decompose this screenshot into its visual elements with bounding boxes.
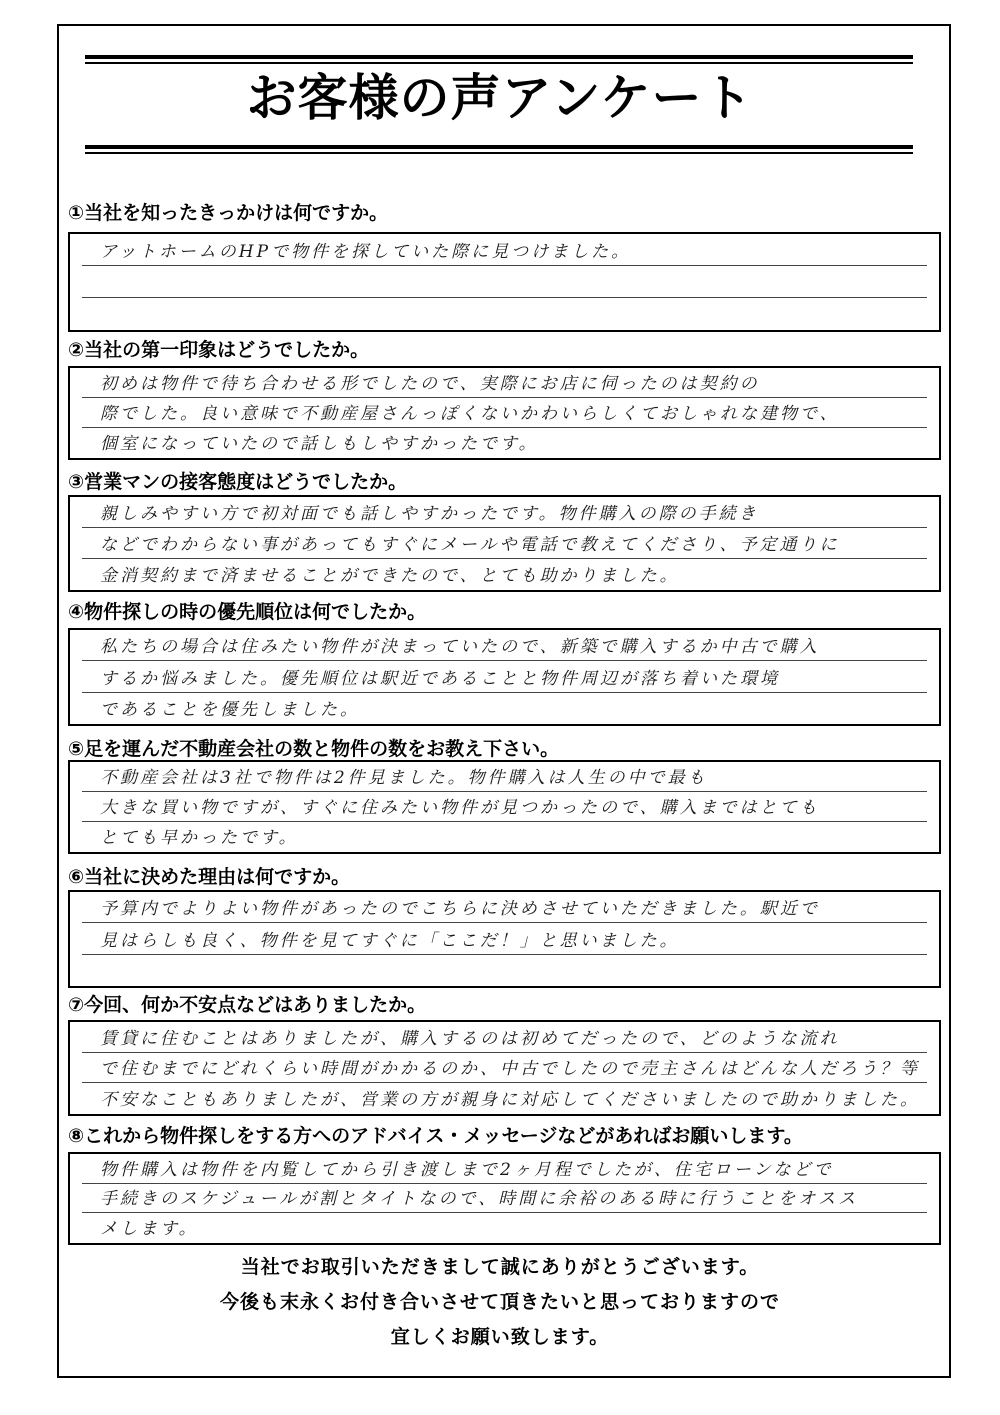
answer-text-line: とても早かったです。 xyxy=(100,828,299,848)
question-5: ⑤足を運んだ不動産会社の数と物件の数をお教え下さい。 xyxy=(68,738,560,760)
answer-box-4 xyxy=(68,628,941,726)
ruled-line xyxy=(82,692,927,693)
answer-box-6 xyxy=(68,890,941,988)
question-7: ⑦今回、何か不安点などはありましたか。 xyxy=(68,994,427,1016)
ruled-line xyxy=(82,791,927,792)
answer-text-line: アットホームのHPで物件を探していた際に見つけました。 xyxy=(100,242,632,262)
ruled-line xyxy=(82,922,927,923)
answer-text-line: 見はらしも良く、物件を見てすぐに「ここだ！」と思いました。 xyxy=(100,930,680,951)
answer-box-8 xyxy=(68,1152,941,1245)
answer-box-7 xyxy=(68,1020,941,1116)
question-1: ①当社を知ったきっかけは何ですか。 xyxy=(68,202,389,224)
answer-text-line: 不安なこともありましたが、営業の方が親身に対応してくださいましたので助かりました。 xyxy=(100,1090,920,1110)
ruled-line xyxy=(82,1212,927,1213)
answer-text-line: であることを優先しました。 xyxy=(100,700,360,720)
answer-box-2 xyxy=(68,366,941,460)
answer-text-line: 際でした。良い意味で不動産屋さんっぽくないかわいらしくておしゃれな建物で、 xyxy=(100,404,840,424)
answer-text-line: 親しみやすい方で初対面でも話しやすかったです。物件購入の際の手続き xyxy=(100,504,759,524)
question-2: ②当社の第一印象はどうでしたか。 xyxy=(68,339,370,361)
question-6: ⑥当社に決めた理由は何ですか。 xyxy=(68,866,351,888)
ruled-line xyxy=(82,427,927,428)
ruled-line xyxy=(82,265,927,266)
answer-text-line: 賃貸に住むことはありましたが、購入するのは初めてだったので、どのような流れ xyxy=(100,1028,840,1049)
answer-text-line: 私たちの場合は住みたい物件が決まっていたので、新築で購入するか中古で購入 xyxy=(100,637,820,658)
closing-line: 当社でお取引いただきまして誠にありがとうございます。 xyxy=(240,1256,760,1278)
answer-text-line: で住むまでにどれくらい時間がかかるのか、中古でしたので売主さんはどんな人だろう？等 xyxy=(100,1059,920,1080)
ruled-line xyxy=(82,1052,927,1053)
answer-text-line: メします。 xyxy=(100,1219,199,1239)
answer-text-line: 不動産会社は3社で物件は2件見ました。物件購入は人生の中で最も xyxy=(100,768,708,788)
answer-text-line: 物件購入は物件を内覧してから引き渡しまで2ヶ月程でしたが、住宅ローンなどで xyxy=(100,1159,834,1180)
ruled-line xyxy=(82,558,927,559)
closing-line: 今後も末永くお付き合いさせて頂きたいと思っておりますので xyxy=(219,1291,780,1313)
answer-box-5 xyxy=(68,760,941,854)
title-rule-bottom xyxy=(85,145,913,154)
page-title: お客様の声アンケート xyxy=(246,69,754,127)
ruled-line xyxy=(82,1183,927,1184)
answer-text-line: 初めは物件で待ち合わせる形でしたので、実際にお店に伺ったのは契約の xyxy=(100,374,760,394)
ruled-line xyxy=(82,954,927,955)
ruled-line xyxy=(82,660,927,661)
answer-text-line: などでわからない事があってもすぐにメールや電話で教えてくださり、予定通りに xyxy=(100,535,840,555)
answer-text-line: 予算内でよりよい物件があったのでこちらに決めさせていただきました。駅近で xyxy=(100,899,820,920)
ruled-line xyxy=(82,397,927,398)
question-8: ⑧これから物件探しをする方へのアドバイス・メッセージなどがあればお願いします。 xyxy=(68,1125,803,1147)
answer-text-line: するか悩みました。優先順位は駅近であることと物件周辺が落ち着いた環境 xyxy=(100,668,780,689)
ruled-line xyxy=(82,527,927,528)
answer-text-line: 手続きのスケジュールが割とタイトなので、時間に余裕のある時に行うことをオスス xyxy=(100,1189,859,1210)
answer-text-line: 金消契約まで済ませることができたので、とても助かりました。 xyxy=(100,566,680,586)
answer-text-line: 個室になっていたので話しもしやすかったです。 xyxy=(100,434,539,454)
answer-box-3 xyxy=(68,495,941,592)
ruled-line xyxy=(82,821,927,822)
question-4: ④物件探しの時の優先順位は何でしたか。 xyxy=(68,601,427,623)
answer-box-1 xyxy=(68,232,941,332)
question-3: ③営業マンの接客態度はどうでしたか。 xyxy=(68,471,408,493)
ruled-line xyxy=(82,1082,927,1083)
answer-text-line: 大きな買い物ですが、すぐに住みたい物件が見つかったので、購入まではとても xyxy=(100,798,820,818)
ruled-line xyxy=(82,297,927,298)
closing-line: 宜しくお願い致します。 xyxy=(390,1326,610,1348)
